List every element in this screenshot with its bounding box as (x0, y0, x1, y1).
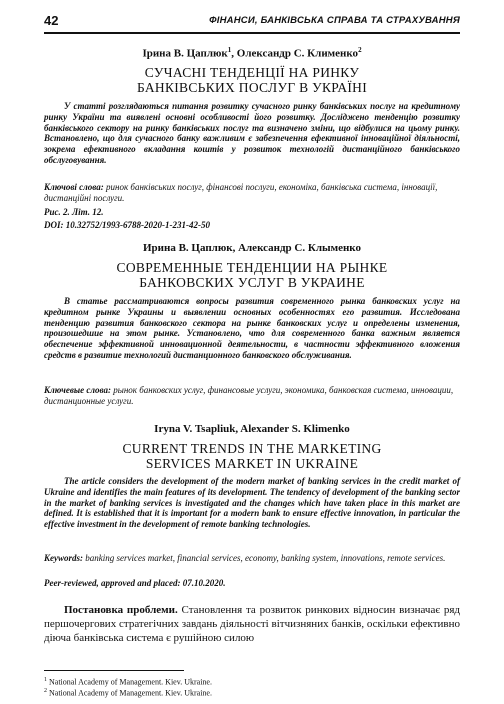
ua-author-2: Олександр С. Клименко (236, 47, 359, 60)
ua-keywords-label: Ключові слова: (44, 182, 104, 192)
ua-title (44, 65, 460, 95)
body-text: Становлення та розвиток ринкових відносин визначає ряд першочергових стратегічних завдань діяльності вітчизняних банків, оскільки ефективно діюча банківська система є рушійною силою (44, 604, 461, 645)
en-title-line-2: SERVICES MARKET IN UKRAINE (145, 456, 359, 471)
ua-keywords-text: ринок банківських послуг, фінансові послуги, економіка, банківська система, інновації, дистанційні послуги. (44, 182, 438, 203)
footnote-1-text: National Academy of Management. Kiev. Ukraine. (49, 677, 212, 687)
page-number: 42 (44, 13, 59, 28)
page-header (44, 10, 460, 34)
footnote-1-mark: 1 (44, 677, 47, 683)
en-peer-reviewed: Peer-reviewed, approved and placed: 07.10.2020. (44, 578, 226, 588)
footnote-2 (44, 686, 212, 699)
ua-author-1: Ірина В. Цаплюк (142, 47, 228, 60)
en-authors: Iryna V. Tsapliuk, Alexander S. Klimenko (154, 423, 350, 435)
ua-authors (44, 46, 460, 60)
ua-doi: DOI: 10.32752/1993-6788-2020-1-231-42-50 (44, 220, 210, 230)
ua-author-1-mark: 1 (227, 46, 232, 54)
ua-author-sep: , (231, 47, 237, 60)
ru-title (44, 260, 460, 290)
en-keywords (44, 553, 460, 564)
ua-figures-refs: Рис. 2. Літ. 12. (44, 207, 104, 217)
ua-title-line-1: СУЧАСНІ ТЕНДЕНЦІЇ НА РИНКУ (144, 65, 360, 80)
footnote-2-text: National Academy of Management. Kiev. Ukraine. (49, 688, 212, 698)
ru-title-line-1: СОВРЕМЕННЫЕ ТЕНДЕНЦИИ НА РЫНКЕ (116, 260, 388, 275)
ru-title-line-2: БАНКОВСКИХ УСЛУГ В УКРАИНЕ (139, 275, 365, 290)
footnote-rule (44, 670, 184, 671)
ru-authors: Ирина В. Цаплюк, Александр С. Клыменко (142, 242, 362, 254)
footnote-2-mark: 2 (44, 688, 47, 694)
ua-abstract: У статті розглядаються питання розвитку сучасного ринку банківських послуг на кредитному ринку України та виявлені основні особливості його розвитку. Досліджено тенденцію розвитку банківського сектору на ринку банківських послуг та визначено зміни, що відбулися на цьому ринку. Встановлено, що для сучасного банку важливим є забезпечення ефективної інноваційної діяльності, зокрема ефективного вкладання коштів у розвиток технологій дистанційного банківського обслуговування. (44, 101, 460, 165)
body-lead: Постановка проблеми. (64, 604, 178, 616)
en-title-line-1: CURRENT TRENDS IN THE MARKETING (122, 441, 382, 456)
ua-title-line-2: БАНКІВСЬКИХ ПОСЛУГ В УКРАЇНІ (136, 80, 368, 95)
ua-keywords (44, 182, 460, 204)
en-keywords-text: banking services market, financial services, economy, banking system, innovations, remote services. (83, 553, 446, 563)
ru-keywords (44, 385, 460, 407)
ua-author-2-mark: 2 (358, 46, 362, 54)
en-keywords-label: Keywords: (44, 553, 83, 563)
en-title (44, 441, 460, 471)
header-rule (44, 32, 460, 34)
running-title: ФІНАНСИ, БАНКІВСЬКА СПРАВА ТА СТРАХУВАННЯ (209, 15, 460, 26)
ru-keywords-label: Ключевые слова: (44, 385, 111, 395)
ru-abstract: В статье рассматриваются вопросы развития современного рынка банковских услуг на кредитном рынке Украины и выявлении основных особенностях его развития. Исследована тенденцию развития банковского сектора на рынке банковских услуг и определены изменения, произошедшие на этом рынке. Установлено, что для современного банка важным является обеспечение эффективной инновационной деятельности, в частности эффективного вложения средств в развитие технологий дистанционного банковского обслуживания. (44, 296, 460, 360)
body-paragraph (44, 603, 460, 646)
en-abstract: The article considers the development of the modern market of banking services in the credit market of Ukraine and identifies the main features of its development. The tendency of development of the banking sector in the market of banking services is investigated and the changes which have taken place in this market are defined. It is established that it is important for a modern bank to ensure effective innovation, in particular the effective investment in the development of remote banking technologies. (44, 476, 460, 530)
ru-keywords-text: рынок банковских услуг, финансовые услуги, экономика, банковская система, инновации, дистанционные услуги. (44, 385, 454, 406)
